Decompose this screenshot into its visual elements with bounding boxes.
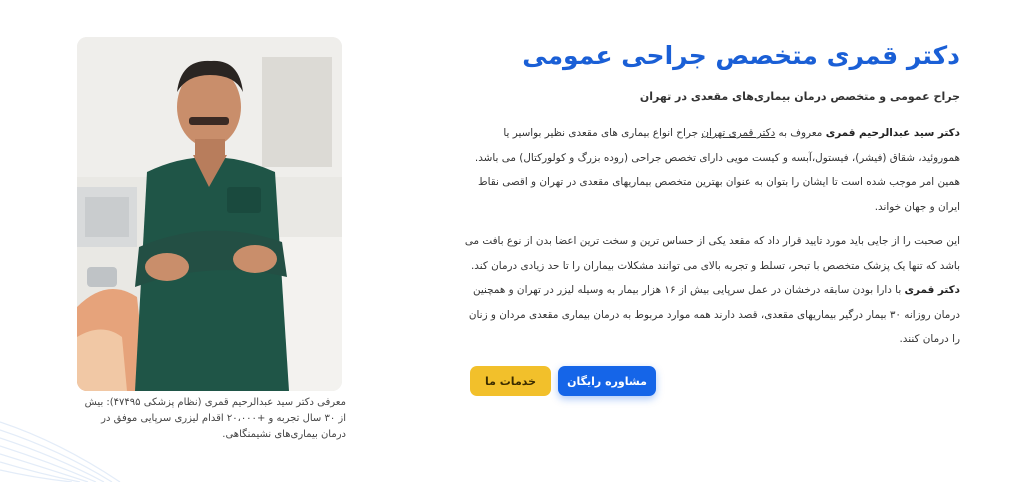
doctor-photo (77, 37, 342, 391)
paragraph-text: این صحبت را از جایی باید مورد تایید قرار داد که مقعد یکی از حساس ترین و سخت ترین اعضا بدن از نوع بافت می باشد که تنها یک پزشک متخصص با تبحر، تسلط و تجربه بالای می توانند مشکلات بیماران را تا حد زیادی درمان کند. (464, 235, 960, 272)
page-title: دکتر قمری متخصص جراحی عمومی (522, 41, 960, 70)
photo-caption: معرفی دکتر سید عبدالرحیم قمری (نظام پزشکی ۴۷۴۹۵): بیش از ۳۰ سال تجربه و +۲۰،۰۰۰ اقدام لیزری سرپایی موفق در درمان بیماری‌های نشیمنگاهی. (84, 397, 346, 440)
doctor-link[interactable]: دکتر قمری تهران (701, 127, 776, 139)
paragraph-text: جراح انواع بیماری های مقعدی نظیر بواسیر یا هموروئید، شقاق (فیشر)، فیستول،آبسه و کیست مویی دارای تخصص جراحی (روده بزرگ و کولورکتال) می باشد. همین امر موجب شده است تا ایشان را بتوان به عنوان بهترین متخصص بیماریهای مقعدی در تهران و اقصی نقاط ایران و جهان خواند. (474, 127, 960, 213)
free-consultation-button[interactable]: مشاوره رایگان (558, 366, 656, 396)
intro-paragraph-2 (462, 229, 960, 352)
doctor-name: دکتر سید عبدالرحیم قمری (825, 127, 960, 139)
page-subtitle: جراح عمومی و متخصص درمان بیماری‌های مقعدی در تهران (639, 90, 960, 103)
paragraph-text: معروف به (775, 127, 826, 139)
intro-paragraph-1 (462, 121, 960, 219)
our-services-button[interactable]: خدمات ما (470, 366, 551, 396)
paragraph-text: با دارا بودن سابقه درخشان در عمل سرپایی بیش از ۱۶ هزار بیمار به وسیله لیزر در تهران و همچنین درمان روزانه ۳۰ بیمار درگیر بیماریهای مقعدی، قصد دارند همه موارد مربوط به درمان بیماری مقعدی مردان و زنان را درمان کنند. (468, 284, 960, 345)
doctor-name: دکتر قمری (904, 284, 960, 296)
